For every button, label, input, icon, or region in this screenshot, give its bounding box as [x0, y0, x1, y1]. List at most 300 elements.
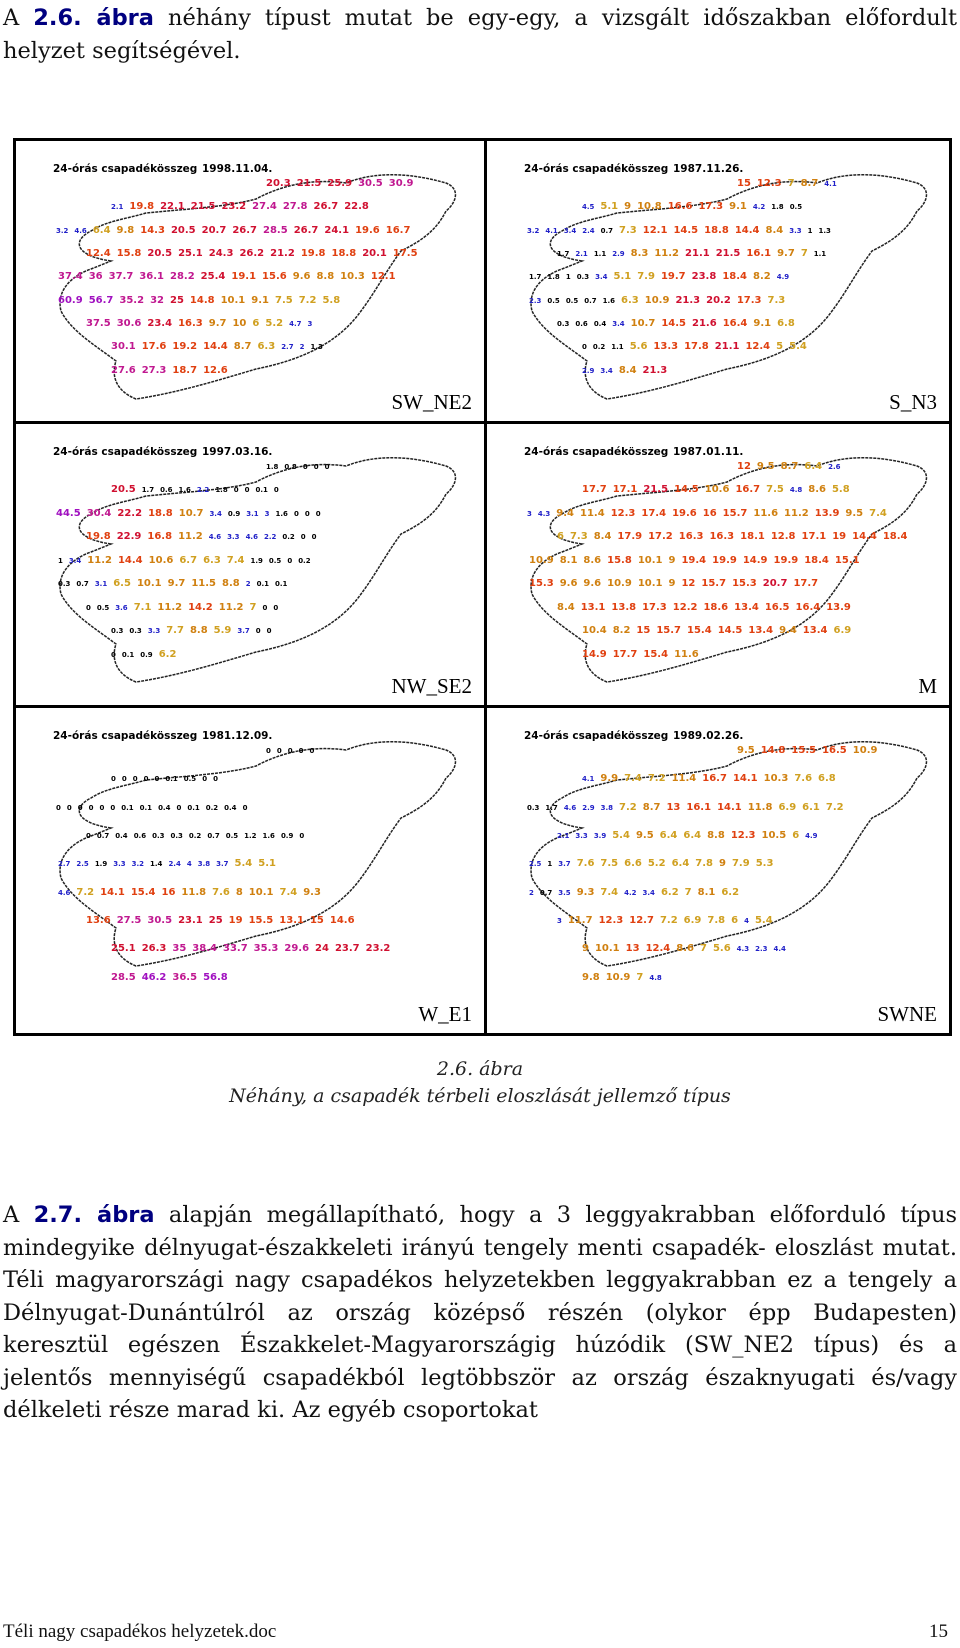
precip-value: 0.1 — [121, 650, 135, 659]
precip-value: 1.1 — [813, 250, 827, 258]
precip-value: 0.7 — [76, 580, 89, 589]
panel-type-label: M — [918, 674, 937, 698]
precip-value: 56.7 — [88, 294, 114, 306]
precip-value: 12 — [681, 578, 696, 590]
value-row — [58, 270, 402, 284]
precip-value: 25.1 — [178, 248, 203, 259]
precip-value: 1.1 — [611, 343, 624, 352]
precip-value: 6.2 — [660, 886, 679, 898]
value-row — [529, 294, 791, 308]
precip-value: 10.6 — [148, 554, 174, 566]
precip-value: 8.6 — [676, 943, 694, 955]
precip-value: 0.3 — [111, 627, 124, 636]
map-panel — [16, 708, 484, 1033]
precip-value: 10.1 — [637, 578, 663, 590]
precip-value: 1.3 — [310, 343, 323, 352]
precip-value: 16.3 — [178, 318, 203, 329]
precip-value: 10.4 — [582, 625, 607, 637]
body-prefix: A — [3, 1202, 34, 1228]
precip-value: 6.6 — [624, 858, 642, 870]
value-row — [111, 772, 224, 786]
precip-value: 11.6 — [674, 648, 699, 660]
precip-value: 2.9 — [582, 366, 595, 375]
precip-value: 4.9 — [805, 832, 818, 840]
precip-value: 6 — [252, 318, 260, 329]
panel-type-label: SWNE — [877, 1002, 937, 1026]
precip-value: 10.9 — [852, 745, 878, 756]
precip-value: 26.7 — [313, 201, 339, 213]
precip-value: 14.1 — [100, 886, 125, 898]
precip-value: 18.1 — [740, 531, 765, 543]
precip-value: 12.1 — [370, 271, 396, 283]
precip-value: 1 — [565, 273, 571, 282]
precip-value: 0 — [315, 509, 321, 518]
precip-value: 56.8 — [203, 971, 228, 983]
precip-value: 6.5 — [113, 578, 131, 590]
precip-values — [16, 424, 484, 705]
value-row — [529, 886, 745, 900]
precip-value: 11.2 — [784, 507, 809, 519]
precip-value: 7.6 — [212, 886, 230, 898]
precip-value: 7 — [684, 886, 692, 898]
precip-value: 9.8 — [582, 971, 600, 983]
precip-value: 25.4 — [200, 271, 226, 283]
precip-value: 7.4 — [600, 886, 619, 898]
precip-value: 0.6 — [575, 320, 588, 328]
precip-value: 9.4 — [556, 507, 574, 519]
precip-value: 0.5 — [268, 556, 282, 565]
precip-value: 2.3 — [529, 296, 542, 305]
precip-value: 11.8 — [181, 886, 207, 898]
value-row — [111, 942, 396, 956]
precip-value: 0 — [582, 343, 587, 352]
precip-value: 5.8 — [831, 484, 850, 496]
precip-value: 2.4 — [168, 860, 181, 869]
precip-value: 37.5 — [86, 318, 111, 329]
precip-value: 12.4 — [86, 248, 111, 259]
precip-value: 3.4 — [68, 556, 82, 565]
precip-value: 9.5 — [737, 745, 755, 756]
precip-value: 12.8 — [770, 531, 796, 543]
value-row — [529, 270, 795, 284]
precip-value: 6.8 — [777, 318, 795, 329]
precip-value: 0.6 — [133, 832, 147, 840]
precip-value: 0.9 — [140, 650, 153, 659]
precip-value: 15.4 — [687, 625, 712, 637]
value-row — [111, 483, 285, 497]
panel-title: 24-órás csapadékösszeg — [53, 163, 198, 175]
precip-value: 14.4 — [852, 531, 877, 543]
body-paragraph — [3, 1199, 957, 1427]
precip-values — [487, 708, 949, 1033]
precip-value: 9.7 — [167, 578, 186, 590]
precip-value: 33.7 — [222, 943, 248, 955]
precip-value: 30.5 — [147, 915, 173, 926]
precip-value: 4.3 — [736, 945, 750, 954]
precip-value: 6.8 — [818, 773, 836, 785]
precip-value: 8.3 — [630, 248, 649, 259]
precip-value: 9.6 — [583, 578, 602, 590]
precip-value: 21.6 — [692, 318, 717, 329]
precip-value: 3.4 — [595, 273, 608, 282]
precip-value: 9.3 — [303, 886, 321, 898]
precip-value: 16.8 — [147, 531, 173, 543]
precip-value: 2.1 — [575, 250, 588, 258]
precip-value: 1.7 — [557, 250, 570, 258]
precip-value: 17.2 — [648, 531, 673, 543]
precip-value: 19.1 — [231, 271, 257, 283]
precip-value: 5.2 — [265, 318, 284, 329]
intro-text: néhány típust mutat be egy-egy, a vizsgált időszakban előfordult helyzet segítségével. — [3, 5, 958, 64]
precip-value: 7.5 — [275, 294, 293, 306]
precip-value: 8.2 — [753, 271, 771, 283]
precip-value: 1.8 — [771, 203, 784, 212]
precip-value: 10.3 — [340, 271, 365, 283]
precip-value: 22.2 — [117, 507, 143, 519]
precip-value: 0.1 — [255, 486, 268, 495]
precip-value: 27.4 — [252, 201, 277, 213]
precip-value: 7 — [249, 601, 257, 613]
precip-value: 6 — [731, 915, 739, 926]
value-row — [737, 460, 846, 474]
precip-value: 7.8 — [695, 858, 713, 870]
precip-value: 27.3 — [141, 364, 167, 376]
body-figure-ref: 2.7. ábra — [33, 1202, 155, 1228]
precip-value: 7.5 — [600, 858, 619, 870]
panel-type-label: SW_NE2 — [391, 390, 472, 414]
precip-value: 14.4 — [117, 554, 143, 566]
precip-value: 2.9 — [582, 803, 595, 812]
precip-value: 19.2 — [172, 341, 198, 353]
panel-date: 1997.03.16. — [202, 446, 273, 458]
precip-value: 16.1 — [746, 248, 772, 259]
precip-value: 9.5 — [635, 830, 654, 841]
value-row — [582, 648, 705, 662]
precip-value: 0 — [233, 486, 239, 495]
precip-value: 3.3 — [113, 860, 126, 869]
precip-value: 14.1 — [717, 801, 742, 813]
precip-value: 17.1 — [612, 484, 638, 496]
panel-title: 24-órás csapadékösszeg — [53, 446, 198, 458]
panel-date: 1987.11.26. — [673, 163, 744, 175]
precip-value: 14.9 — [742, 554, 768, 566]
precip-value: 16.4 — [722, 318, 748, 329]
precip-value: 5.1 — [258, 858, 276, 870]
precip-value: 2.1 — [557, 832, 570, 840]
value-row — [557, 317, 801, 331]
precip-value: 19.4 — [681, 554, 707, 566]
precip-value: 16.4 — [795, 601, 821, 613]
precip-value: 4.1 — [582, 775, 595, 784]
precip-value: 7.2 — [825, 801, 844, 813]
precip-value: 20.5 — [170, 224, 196, 236]
precip-value: 17.7 — [582, 484, 607, 496]
precip-value: 0.4 — [224, 803, 237, 812]
precip-value: 35.2 — [119, 294, 145, 306]
precip-value: 2 — [299, 343, 305, 352]
precip-value: 5.4 — [754, 915, 773, 926]
precip-value: 26.7 — [293, 224, 319, 236]
precip-value: 14.8 — [189, 294, 215, 306]
precip-value: 4.6 — [563, 803, 577, 812]
precip-value: 1.9 — [250, 556, 263, 565]
precip-value: 0 — [273, 603, 279, 612]
value-row — [582, 483, 856, 497]
precip-value: 3.2 — [56, 226, 69, 235]
precip-value: 5 — [776, 341, 784, 353]
precip-value: 15.7 — [701, 578, 727, 590]
precip-value: 14.5 — [717, 625, 743, 637]
precip-value: 12.3 — [598, 915, 624, 926]
precip-value: 3.8 — [600, 803, 614, 812]
precip-values — [16, 708, 484, 1033]
precip-value: 3.9 — [593, 832, 607, 840]
precip-value: 23.7 — [334, 943, 360, 955]
value-row — [557, 530, 914, 544]
precip-value: 4.5 — [582, 203, 595, 212]
precip-value: 25.9 — [327, 178, 353, 189]
precip-value: 0.5 — [225, 832, 239, 840]
precip-value: 10 — [232, 318, 247, 329]
precip-value: 0.5 — [183, 775, 197, 784]
precip-value: 14.5 — [661, 318, 686, 329]
precip-value: 1.7 — [141, 486, 155, 495]
value-row — [557, 829, 824, 843]
precip-value: 0.2 — [298, 556, 311, 565]
precip-value: 14.2 — [188, 601, 213, 613]
value-row — [582, 624, 857, 638]
precip-value: 10.1 — [220, 294, 246, 306]
precip-value: 0.5 — [547, 296, 560, 305]
value-row — [56, 224, 416, 238]
precip-value: 16.7 — [735, 484, 761, 496]
precip-value: 2.6 — [828, 463, 841, 471]
precip-value: 4 — [744, 917, 749, 925]
precip-value: 21.3 — [675, 294, 701, 306]
precip-value: 9.1 — [251, 294, 269, 306]
precip-value: 0 — [324, 463, 330, 471]
precip-value: 20.5 — [111, 484, 136, 496]
value-row — [527, 801, 850, 815]
value-row — [58, 857, 282, 871]
value-row — [111, 364, 234, 378]
precip-value: 36 — [88, 271, 103, 283]
precip-value: 0 — [121, 775, 127, 784]
intro-prefix: A — [3, 5, 34, 31]
precip-value: 0.9 — [280, 832, 294, 840]
precip-value: 11.4 — [580, 507, 605, 519]
precip-value: 17.3 — [642, 601, 667, 613]
map-panel — [16, 424, 484, 705]
precip-value: 8.6 — [808, 484, 826, 496]
precip-value: 9 — [668, 554, 676, 566]
precip-value: 15.8 — [116, 248, 142, 259]
precip-value: 37.4 — [58, 271, 83, 283]
precip-value: 0 — [273, 486, 279, 495]
precip-value: 3.6 — [115, 603, 128, 612]
precip-value: 1 — [547, 860, 553, 869]
value-row — [527, 224, 837, 238]
precip-value: 7.6 — [794, 773, 813, 785]
precip-value: 35 — [172, 943, 187, 955]
precip-value: 11.2 — [654, 248, 680, 259]
precip-value: 5.6 — [629, 341, 648, 353]
precip-value: 15.4 — [130, 886, 156, 898]
precip-value: 0 — [86, 603, 91, 612]
precip-value: 20.5 — [147, 248, 173, 259]
precip-value: 6.9 — [683, 915, 702, 926]
precip-value: 5.8 — [322, 294, 341, 306]
precip-value: 12.7 — [629, 915, 654, 926]
precip-value: 18.7 — [172, 364, 198, 376]
value-row — [86, 829, 310, 843]
precip-value: 6.3 — [621, 294, 639, 306]
precip-value: 2.7 — [281, 343, 294, 352]
precip-value: 14.6 — [329, 915, 355, 926]
panel-title: 24-órás csapadékösszeg — [524, 446, 669, 458]
precip-value: 19.8 — [129, 201, 155, 213]
precip-value: 32 — [150, 294, 164, 306]
precip-value: 0.6 — [160, 486, 173, 495]
precip-value: 22.8 — [344, 201, 369, 213]
precip-value: 16.3 — [678, 531, 704, 543]
value-row — [529, 857, 779, 871]
precip-value: 7.6 — [576, 858, 595, 870]
precip-value: 1.7 — [545, 803, 558, 812]
precip-value: 0.2 — [282, 533, 295, 542]
precip-value: 9.3 — [576, 886, 595, 898]
precip-value: 7 — [699, 943, 707, 955]
precip-value: 0.7 — [207, 832, 220, 840]
precip-value: 0.3 — [527, 803, 540, 812]
precip-value: 0 — [299, 832, 305, 840]
precip-value: 6.2 — [158, 648, 177, 660]
precip-value: 6.4 — [671, 858, 690, 870]
precip-value: 20.7 — [201, 224, 227, 236]
precip-value: 23.2 — [365, 943, 391, 955]
precip-value: 8.4 — [593, 531, 612, 543]
precip-value: 8.2 — [612, 625, 631, 637]
precip-value: 6.4 — [804, 461, 823, 472]
precip-value: 36.5 — [172, 971, 198, 983]
precip-value: 38.4 — [192, 943, 217, 955]
precip-value: 17.5 — [392, 248, 418, 259]
value-row — [737, 177, 843, 191]
precip-value: 5.1 — [600, 201, 619, 213]
precip-value: 18.6 — [703, 601, 729, 613]
precip-value: 0 — [262, 603, 268, 612]
precip-value: 0.8 — [284, 463, 297, 471]
precip-value: 0 — [202, 775, 208, 784]
precip-value: 0.3 — [58, 580, 71, 589]
precip-value: 10.1 — [594, 943, 620, 955]
precip-value: 16.3 — [709, 531, 735, 543]
precip-value: 6 — [557, 531, 564, 543]
precip-value: 13.3 — [653, 341, 679, 353]
precip-value: 15 — [636, 625, 651, 637]
precip-value: 4.6 — [74, 226, 87, 235]
value-row — [86, 530, 323, 544]
precip-value: 0.4 — [593, 320, 607, 328]
precip-value: 4.6 — [58, 888, 71, 897]
precip-value: 11.4 — [671, 773, 697, 785]
figure-caption-number: 2.6. ábra — [436, 1058, 524, 1080]
precip-value: 16.1 — [686, 801, 712, 813]
value-row — [266, 460, 335, 474]
precip-value: 18.4 — [804, 554, 829, 566]
precip-value: 15.4 — [643, 648, 669, 660]
value-row — [529, 554, 866, 568]
precip-value: 9.5 — [756, 461, 775, 472]
precip-value: 4.7 — [289, 320, 302, 328]
precip-value: 7 — [787, 178, 795, 189]
precip-value: 11.5 — [191, 578, 217, 590]
precip-value: 8.7 — [800, 178, 819, 189]
value-row — [86, 317, 318, 331]
precip-value: 0 — [300, 533, 306, 542]
precip-value: 2.2 — [196, 486, 210, 495]
precip-value: 9 — [624, 201, 632, 213]
precip-value: 17.4 — [641, 507, 667, 519]
precip-value: 10.9 — [644, 294, 670, 306]
precip-value: 6.2 — [721, 886, 740, 898]
precip-value: 14.3 — [140, 224, 165, 236]
precip-value: 11.7 — [567, 915, 593, 926]
precip-value: 8 — [235, 886, 243, 898]
panel-type-label: W_E1 — [418, 1002, 472, 1026]
precip-value: 0.5 — [96, 603, 110, 612]
body-text: alapján megállapítható, hogy a 3 leggyakrabban előforduló típus mindegyike délnyugat-északkeleti irányú tengely menti csapadék- eloszlást mutat. Téli magyarországi nagy csapadékos helyzetekben leggyakrabban ez a tengely a Délnyugat-Dunántúlról az ország középső részén (olykor épp Budapesten) keresztül egészen Északkelet-Magyarországig húzódik (SW_NE2 típus) és a jelentős mennyiségű csapadékból legtöbbször az ország északnyugati és/vagy délkeleti része marad ki. Az egyéb csoportokat — [3, 1202, 957, 1423]
precip-value: 10.3 — [763, 773, 789, 785]
precip-value: 17.8 — [684, 341, 709, 353]
precip-value: 3.2 — [527, 226, 540, 235]
precip-value: 19 — [228, 915, 243, 926]
precip-value: 13.6 — [86, 915, 111, 926]
precip-value: 11.2 — [178, 531, 203, 543]
precip-value: 20.2 — [706, 294, 731, 306]
panel-date: 1998.11.04. — [202, 163, 273, 175]
precip-value: 21.5 — [296, 178, 322, 189]
precip-value: 2.7 — [58, 860, 71, 869]
value-row — [582, 364, 673, 378]
precip-value: 15.8 — [607, 554, 632, 566]
precip-value: 8.8 — [222, 578, 240, 590]
precip-value: 11.2 — [218, 601, 244, 613]
precip-value: 0 — [86, 832, 91, 840]
panel-title: 24-órás csapadékösszeg — [53, 730, 198, 742]
precip-value: 8.8 — [316, 271, 335, 283]
panel-date: 1981.12.09. — [202, 730, 273, 742]
precip-value: 0 — [287, 556, 293, 565]
precip-value: 3 — [527, 509, 532, 518]
panel-title: 24-órás csapadékösszeg — [524, 163, 669, 175]
precip-value: 2.1 — [111, 203, 124, 212]
precip-value: 15 — [737, 178, 751, 189]
precip-value: 0.1 — [139, 803, 153, 812]
precip-value: 3.8 — [197, 860, 211, 869]
precip-value: 3.2 — [131, 860, 145, 869]
value-row — [111, 648, 182, 662]
precip-value: 4.4 — [773, 945, 786, 954]
precip-value: 13.1 — [279, 915, 304, 926]
panel-type-label: S_N3 — [889, 390, 937, 414]
precip-value: 5.3 — [755, 858, 774, 870]
precip-value: 37.7 — [108, 271, 134, 283]
footer-filename: Téli nagy csapadékos helyzetek.doc — [3, 1621, 277, 1642]
figure-2-6 — [13, 138, 952, 1036]
precip-value: 21.1 — [685, 248, 710, 259]
precip-value: 8.1 — [697, 886, 716, 898]
